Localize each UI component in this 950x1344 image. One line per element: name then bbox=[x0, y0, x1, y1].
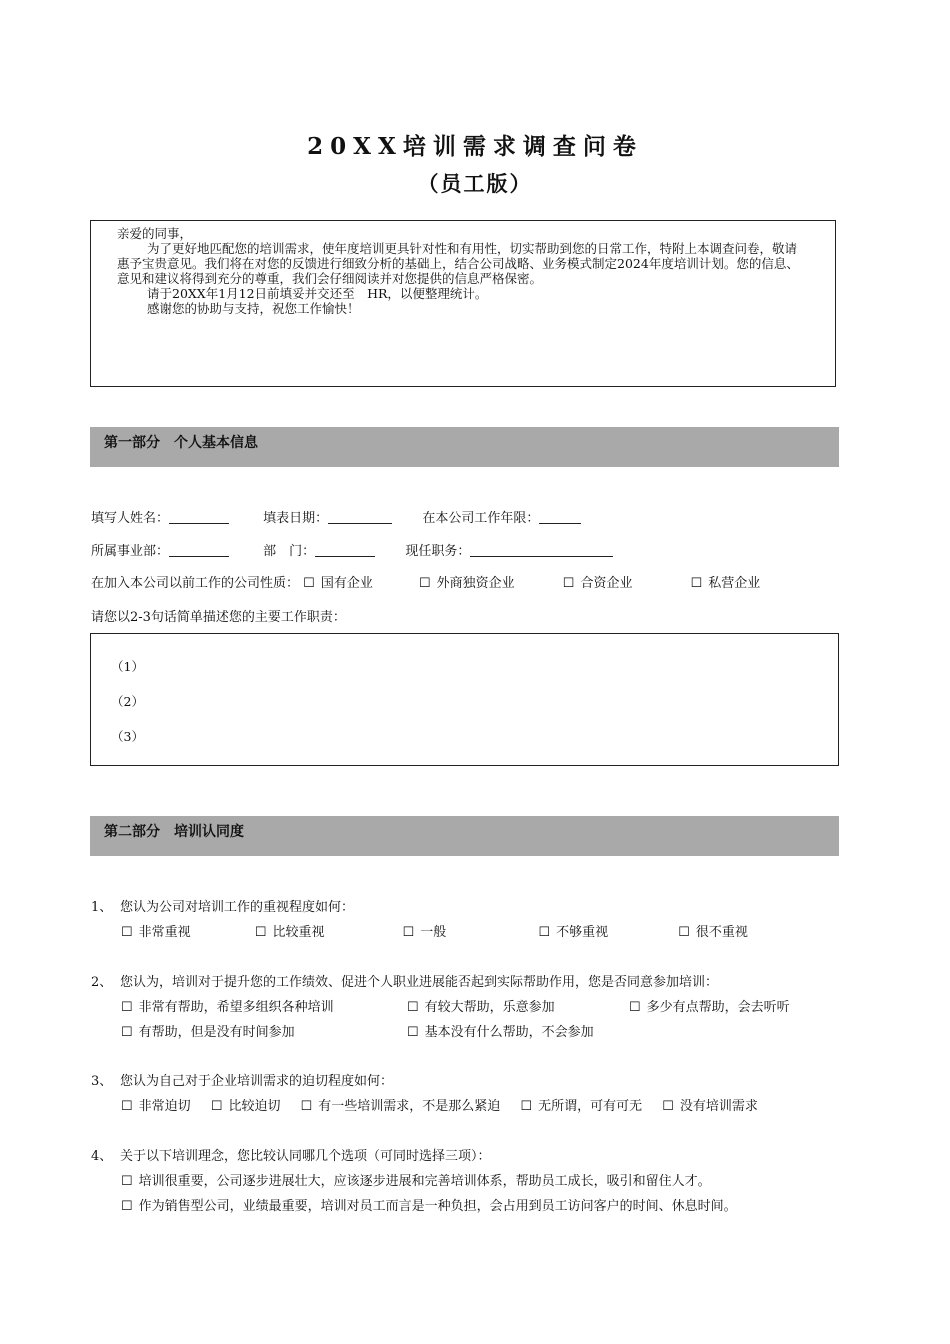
info-row-1 bbox=[91, 507, 581, 526]
question-4 bbox=[91, 1145, 491, 1164]
question-3 bbox=[91, 1070, 393, 1089]
division-label: 所属事业部： bbox=[91, 544, 170, 559]
position-input[interactable] bbox=[470, 542, 613, 557]
tenure-input[interactable] bbox=[539, 509, 581, 524]
question-1-text: 您认为公司对培训工作的重视程度如何： bbox=[120, 900, 355, 915]
question-3-text: 您认为自己对于企业培训需求的迫切程度如何： bbox=[120, 1074, 394, 1089]
date-input[interactable] bbox=[328, 509, 392, 524]
q3-option-some-need[interactable]: ☐ 有一些培训需求，不是那么紧迫 bbox=[301, 1095, 501, 1114]
info-row-2 bbox=[91, 540, 613, 559]
section-2-header: 第二部分 培训认同度 bbox=[90, 816, 839, 856]
q3-option-no-need[interactable]: ☐ 没有培训需求 bbox=[662, 1095, 758, 1114]
question-3-number: 3、 bbox=[91, 1074, 113, 1089]
checkbox-state-owned[interactable]: ☐ 国有企业 bbox=[303, 572, 373, 591]
section-1-header: 第一部分 个人基本信息 bbox=[90, 427, 839, 467]
question-4-option-2-row bbox=[121, 1195, 737, 1214]
q4-option-training-important[interactable]: ☐ 培训很重要，公司逐步进展壮大，应该逐步进展和完善培训体系，帮助员工成长，吸引和留住人才。 bbox=[121, 1170, 711, 1189]
duties-prompt: 请您以2-3句话简单描述您的主要工作职责： bbox=[91, 610, 346, 625]
q2-option-very-helpful[interactable]: ☐ 非常有帮助，希望多组织各种培训 bbox=[121, 996, 407, 1015]
q2-option-quite-helpful[interactable]: ☐ 有较大帮助，乐意参加 bbox=[407, 996, 629, 1015]
duty-line-3: （3） bbox=[111, 729, 144, 744]
duties-response-box[interactable] bbox=[90, 633, 839, 766]
division-input[interactable] bbox=[169, 542, 229, 557]
q2-option-somewhat-helpful[interactable]: ☐ 多少有点帮助，会去听听 bbox=[629, 996, 790, 1015]
duty-line-2: （2） bbox=[111, 694, 144, 709]
intro-thanks: 感谢您的协助与支持，祝您工作愉快！ bbox=[147, 301, 360, 316]
tenure-label: 在本公司工作年限： bbox=[422, 511, 540, 526]
date-label: 填表日期： bbox=[263, 511, 329, 526]
intro-deadline: 请于20XX年1月12日前填妥并交还至 HR，以便整理统计。 bbox=[147, 286, 488, 301]
position-label: 现任职务： bbox=[405, 544, 471, 559]
q1-option-fairly-important[interactable]: ☐ 比较重视 bbox=[255, 921, 325, 940]
question-4-option-1-row bbox=[121, 1170, 711, 1189]
question-1 bbox=[91, 896, 354, 915]
question-2-text: 您认为，培训对于提升您的工作绩效、促进个人职业进展能否起到实际帮助作用，您是否同意参加培训： bbox=[120, 975, 719, 990]
page-subtitle: （员工版） bbox=[417, 171, 533, 196]
q1-option-very-important[interactable]: ☐ 非常重视 bbox=[121, 921, 191, 940]
q3-option-fairly-urgent[interactable]: ☐ 比较迫切 bbox=[211, 1095, 281, 1114]
company-type-row bbox=[91, 572, 760, 591]
q4-option-training-burden[interactable]: ☐ 作为销售型公司，业绩最重要，培训对员工而言是一种负担，会占用到员工访问客户的时间、休息时间。 bbox=[121, 1195, 737, 1214]
intro-greeting: 亲爱的同事， bbox=[117, 226, 193, 241]
q2-option-not-helpful[interactable]: ☐ 基本没有什么帮助，不会参加 bbox=[407, 1021, 594, 1040]
checkbox-private[interactable]: ☐ 私营企业 bbox=[691, 572, 761, 591]
question-1-number: 1、 bbox=[91, 900, 113, 915]
intro-box bbox=[90, 220, 836, 387]
duty-line-1: （1） bbox=[111, 659, 144, 674]
question-1-options bbox=[121, 921, 748, 940]
q3-option-very-urgent[interactable]: ☐ 非常迫切 bbox=[121, 1095, 191, 1114]
dept-label: 部 门： bbox=[263, 544, 316, 559]
checkbox-joint-venture[interactable]: ☐ 合资企业 bbox=[563, 572, 633, 591]
question-2-options-row-2 bbox=[121, 1021, 594, 1040]
q1-option-not-enough[interactable]: ☐ 不够重视 bbox=[538, 921, 608, 940]
q1-option-average[interactable]: ☐ 一般 bbox=[403, 921, 447, 940]
question-2 bbox=[91, 971, 718, 990]
name-input[interactable] bbox=[169, 509, 229, 524]
dept-input[interactable] bbox=[315, 542, 375, 557]
intro-paragraph: 为了更好地匹配您的培训需求，使年度培训更具针对性和有用性，切实帮助到您的日常工作，特附上本调查问卷，敬请惠予宝贵意见。我们将在对您的反馈进行细致分析的基础上，结合公司战略、业务模式制定2024年度培训计划。您的信息、意见和建议将得到充分的尊重，我们会仔细阅读并对您提供的信息严格保密。 bbox=[117, 241, 799, 286]
q1-option-very-unimportant[interactable]: ☐ 很不重视 bbox=[678, 921, 748, 940]
question-3-options bbox=[121, 1095, 758, 1114]
question-4-number: 4、 bbox=[91, 1149, 113, 1164]
company-type-label: 在加入本公司以前工作的公司性质： bbox=[91, 576, 300, 591]
name-label: 填写人姓名： bbox=[91, 511, 170, 526]
q3-option-indifferent[interactable]: ☐ 无所谓，可有可无 bbox=[520, 1095, 642, 1114]
question-2-number: 2、 bbox=[91, 975, 113, 990]
checkbox-foreign-owned[interactable]: ☐ 外商独资企业 bbox=[419, 572, 515, 591]
question-4-text: 关于以下培训理念，您比较认同哪几个选项（可同时选择三项）： bbox=[120, 1149, 491, 1164]
question-2-options-row-1 bbox=[121, 996, 790, 1015]
q2-option-no-time[interactable]: ☐ 有帮助，但是没有时间参加 bbox=[121, 1021, 407, 1040]
page-title: 20XX培训需求调查问卷 bbox=[307, 133, 643, 160]
